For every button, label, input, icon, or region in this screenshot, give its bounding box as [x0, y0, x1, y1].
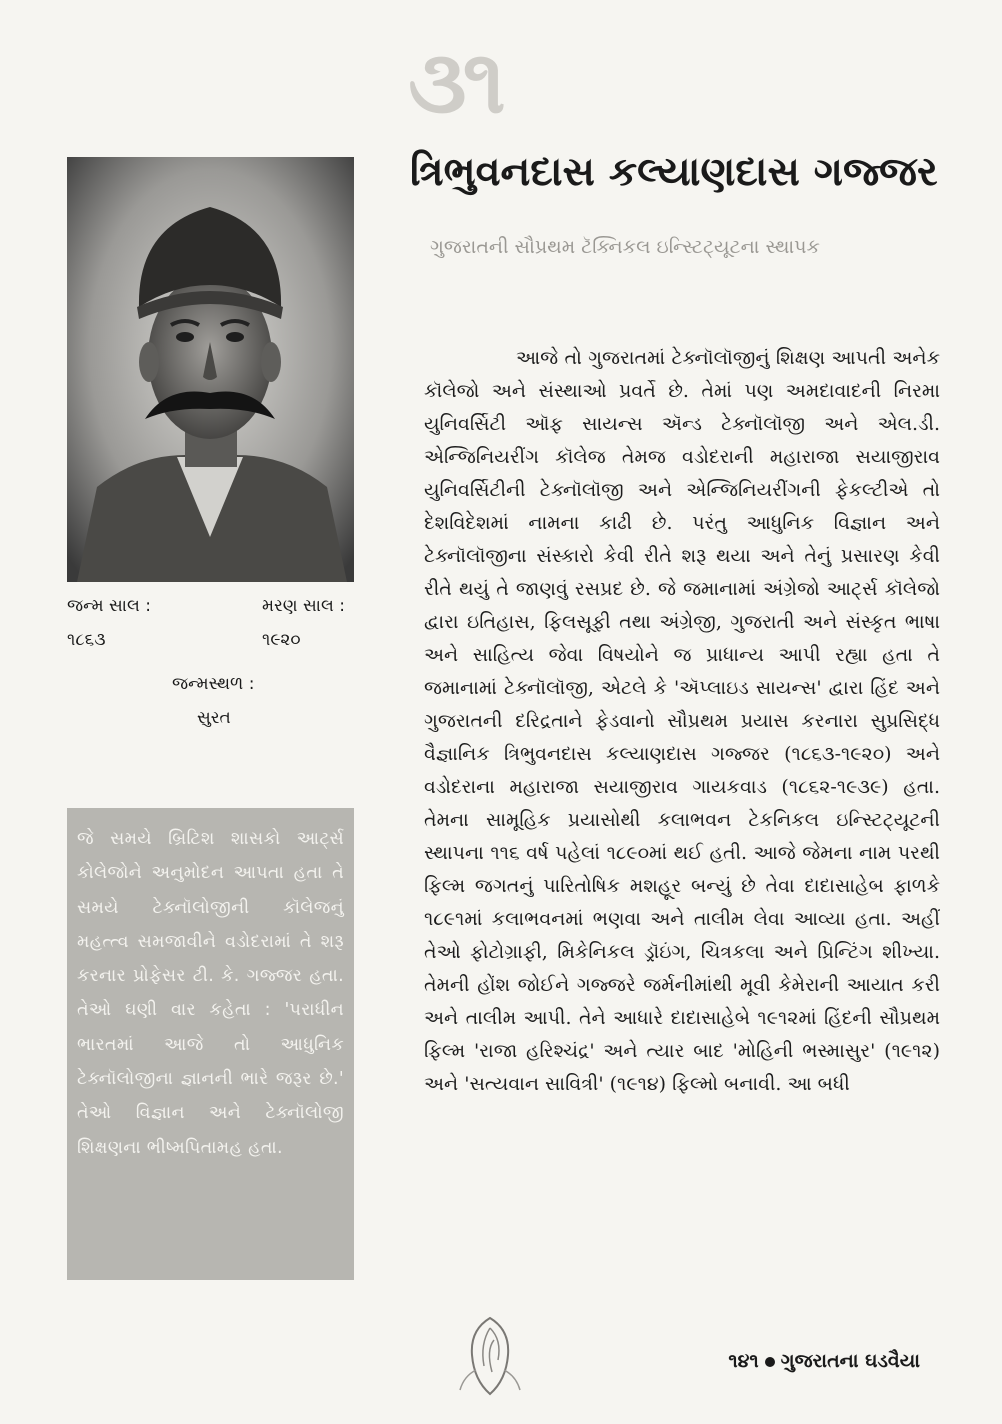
page-subtitle: ગુજરાતની સૌપ્રથમ ટૅક્નિકલ ઇન્સ્ટિટ્યૂટના સ્થાપક — [430, 236, 820, 258]
birthplace-label: જન્મસ્થળ : — [172, 674, 255, 694]
page-number: ૧૪૧ — [728, 1350, 759, 1372]
body-paragraph: આજે તો ગુજરાતમાં ટેક્નૉલૉજીનું શિક્ષણ આપતી અનેક કૉલેજો અને સંસ્થાઓ પ્રવર્તે છે. તેમાં પણ અમદાવાદની નિરમા યુનિવર્સિટી ઑફ સાયન્સ ઍન્ડ ટેક્નૉલૉજી અને એલ.ડી. એન્જિનિયરીંગ કૉલેજ તેમજ વડોદરાની મહારાજા સયાજીરાવ યુનિવર્સિટીની ટેક્નૉલૉજી અને એન્જિનિયરીંગની ફેકલ્ટીએ તો દેશવિદેશમાં નામના કાઢી છે. પરંતુ આધુનિક વિજ્ઞાન અને ટેક્નૉલૉજીના સંસ્કારો કેવી રીતે શરૂ થયા અને તેનું પ્રસારણ કેવી રીતે થયું તે જાણવું રસપ્રદ છે. જે જમાનામાં અંગ્રેજો આર્ટ્સ કૉલેજો દ્વારા ઇતિહાસ, ફિલસૂફી તથા અંગ્રેજી, ગુજરાતી અને સંસ્કૃત ભાષા અને સાહિત્ય જેવા વિષયોને જ પ્રાધાન્ય આપી રહ્યા હતા તે જમાનામાં ટેક્નૉલૉજી, એટલે કે 'ઍપ્લાઇડ સાયન્સ' દ્વારા હિંદ અને ગુજરાતની દરિદ્રતાને ફેડવાનો સૌપ્રથમ પ્રયાસ કરનારા સુપ્રસિદ્ધ વૈજ્ઞાનિક ત્રિભુવનદાસ કલ્યાણદાસ ગજ્જર (૧૮૬૩-૧૯૨૦) અને વડોદરાના મહારાજા સયાજીરાવ ગાયકવાડ (૧૮૬૨-૧૯૩૯) હતા. તેમના સામૂહિક પ્રયાસોથી કલાભવન ટેકનિકલ ઇન્સ્ટિટ્યૂટની સ્થાપના ૧૧૬ વર્ષ પહેલાં ૧૮૯૦માં થઈ હતી. આજે જેમના નામ પરથી ફિલ્મ જગતનું પારિતોષિક મશહૂર બન્યું છે તેવા દાદાસાહેબ ફાળકે ૧૮૯૧માં કલાભવનમાં ભણવા અને તાલીમ લેવા આવ્યા હતા. અહીં તેઓ ફોટોગ્રાફી, મિકેનિકલ ડ્રૉઇંગ, ચિત્રકલા અને પ્રિન્ટિંગ શીખ્યા. તેમની હોંશ જોઈને ગજ્જરે જર્મનીમાંથી મૂવી કેમેરાની આયાત કરી અને તાલીમ આપી. તેને આધારે દાદાસાહેબે ૧૯૧૨માં હિંદની સૌપ્રથમ ફિલ્મ 'રાજા હરિશ્ચંદ્ર' અને ત્યાર બાદ 'મોહિની ભસ્માસુર' (૧૯૧૨) અને 'સત્યવાન સાવિત્રી' (૧૯૧૪) ફિલ્મો બનાવી. આ બધી — [424, 347, 940, 1095]
portrait-photo — [67, 157, 354, 582]
quote-box — [67, 808, 354, 1280]
quote-text: જે સમયે બ્રિટિશ શાસકો આર્ટ્સ કોલેજોને અનુમોદન આપતા હતા તે સમયે ટેક્નૉલોજીની કૉલેજનું મહત્ત્વ સમજાવીને વડોદરામાં તે શરૂ કરનાર પ્રોફેસર ટી. કે. ગજ્જર હતા. તેઓ ઘણી વાર કહેતા : 'પરાધીન ભારતમાં આજે તો આધુનિક ટેક્નૉલોજીના જ્ઞાનની ભારે જરૂર છે.' તેઓ વિજ્ઞાન અને ટેક્નૉલોજી શિક્ષણના ભીષ્મપિતામહ હતા. — [77, 829, 344, 1158]
book-title: ગુજરાતના ઘડવૈયા — [780, 1350, 920, 1372]
birth-year-label: જન્મ સાલ : — [67, 596, 151, 616]
article-body — [424, 342, 940, 1101]
footer-text — [728, 1350, 920, 1372]
conch-ornament-icon — [450, 1310, 530, 1400]
birthplace-value: સુરત — [197, 708, 231, 728]
bullet-icon — [765, 1357, 775, 1367]
portrait-illustration — [67, 157, 354, 582]
chapter-number: ૩૧ — [408, 30, 502, 133]
page-footer — [450, 1310, 950, 1400]
birth-year-value: ૧૮૬૩ — [67, 630, 106, 650]
death-year-label: મરણ સાલ : — [262, 596, 345, 616]
page-title: ત્રિભુવનદાસ કલ્યાણદાસ ગજ્જર — [410, 149, 938, 195]
death-year-value: ૧૯૨૦ — [262, 630, 301, 650]
